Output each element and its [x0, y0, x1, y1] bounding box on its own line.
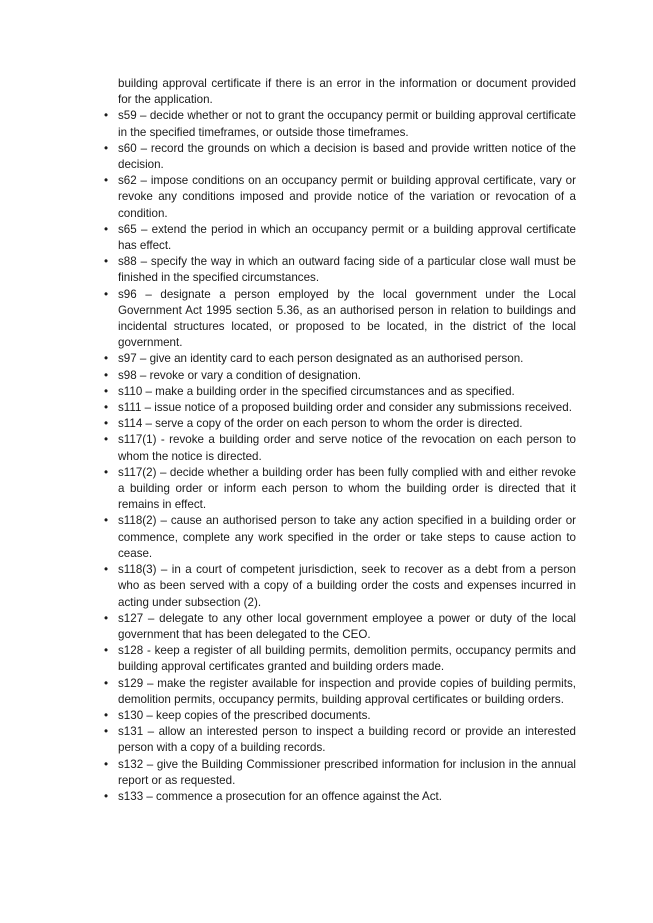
- list-item: [104, 351, 576, 367]
- bullet-icon: •: [104, 465, 109, 479]
- list-item-text: s96 – designate a person employed by the local government under the Local Government Act 1995 section 5.36, as an authorised person in relation to buildings and incidental structures located, or proposed to be located, in the district of the local government.: [118, 287, 576, 350]
- list-item: [104, 643, 576, 675]
- list-item: [104, 676, 576, 708]
- list-item: [104, 416, 576, 432]
- bullet-icon: •: [104, 725, 109, 739]
- list-item-text: s132 – give the Building Commissioner prescribed information for inclusion in the annual report or as requested.: [118, 757, 576, 787]
- bullet-icon: •: [104, 384, 109, 398]
- bullet-icon: •: [104, 287, 109, 301]
- bullet-icon: •: [104, 644, 109, 658]
- bullet-icon: •: [104, 676, 109, 690]
- bullet-icon: •: [104, 174, 109, 188]
- bullet-icon: •: [104, 141, 109, 155]
- list-item: [104, 222, 576, 254]
- list-item: [104, 141, 576, 173]
- list-item: [104, 108, 576, 140]
- list-item-text: s129 – make the register available for inspection and provide copies of building permits, demolition permits, occupancy permits, building approval certificates or building orders.: [118, 676, 576, 706]
- list-item: [104, 757, 576, 789]
- list-item-text: s110 – make a building order in the specified circumstances and as specified.: [118, 384, 515, 398]
- list-item: [104, 708, 576, 724]
- list-item-text: s118(3) – in a court of competent jurisdiction, seek to recover as a debt from a person who as been served with a copy of a building order the costs and expenses incurred in acting under subsection (2).: [118, 563, 576, 609]
- list-item-text: s60 – record the grounds on which a decision is based and provide written notice of the decision.: [118, 141, 576, 172]
- bullet-icon: •: [104, 401, 109, 415]
- bullet-icon: •: [104, 708, 109, 722]
- bullet-icon: •: [104, 789, 109, 803]
- bullet-icon: •: [104, 368, 109, 382]
- list-item: [104, 400, 576, 416]
- delegation-list: [104, 108, 576, 805]
- list-item-text: s111 – issue notice of a proposed building order and consider any submissions received.: [118, 401, 572, 415]
- list-item-text: s88 – specify the way in which an outward facing side of a particular close wall must be finished in the specified circumstances.: [118, 255, 576, 285]
- list-item-text: s117(1) - revoke a building order and serve notice of the revocation on each person to whom the notice is directed.: [118, 433, 576, 463]
- list-item-text: s114 – serve a copy of the order on each person to whom the order is directed.: [118, 417, 523, 431]
- list-item-text: s98 – revoke or vary a condition of designation.: [118, 368, 361, 382]
- list-item: [104, 287, 576, 352]
- list-item: [104, 562, 576, 611]
- bullet-icon: •: [104, 757, 109, 771]
- bullet-icon: •: [104, 563, 109, 577]
- bullet-icon: •: [104, 352, 109, 366]
- list-item: [104, 789, 576, 805]
- list-item: [104, 432, 576, 464]
- list-item-text: s117(2) – decide whether a building order has been fully complied with and either revoke a building order or inform each person to whom the building order is directed that it remains in effect.: [118, 465, 576, 512]
- bullet-icon: •: [104, 255, 109, 269]
- list-item: [104, 173, 576, 222]
- bullet-icon: •: [104, 433, 109, 447]
- list-item-text: s128 - keep a register of all building permits, demolition permits, occupancy permits and building approval certificates granted and building orders made.: [118, 644, 576, 674]
- list-item: [104, 465, 576, 514]
- bullet-icon: •: [104, 417, 109, 431]
- bullet-icon: •: [104, 611, 109, 625]
- list-item: [104, 254, 576, 286]
- bullet-icon: •: [104, 222, 109, 236]
- bullet-icon: •: [104, 514, 109, 528]
- list-item: [104, 611, 576, 643]
- list-item-text: s59 – decide whether or not to grant the occupancy permit or building approval certificate in the specified timeframes, or outside those timeframes.: [118, 109, 576, 139]
- list-item: [104, 368, 576, 384]
- list-item-text: s97 – give an identity card to each person designated as an authorised person.: [118, 352, 524, 366]
- list-item: [104, 384, 576, 400]
- document-content: [104, 76, 576, 805]
- list-item: [104, 513, 576, 562]
- list-item: [104, 724, 576, 756]
- bullet-icon: •: [104, 109, 109, 123]
- list-item-text: s127 – delegate to any other local government employee a power or duty of the local government that has been delegated to the CEO.: [118, 611, 576, 641]
- list-item-text: s118(2) – cause an authorised person to take any action specified in a building order or commence, complete any work specified in the order or take steps to cause action to cease.: [118, 514, 576, 560]
- lead-paragraph: building approval certificate if there is an error in the information or document provided for the application.: [118, 77, 576, 107]
- list-item-text: s133 – commence a prosecution for an offence against the Act.: [118, 789, 442, 803]
- list-item-text: s62 – impose conditions on an occupancy permit or building approval certificate, vary or revoke any conditions imposed and provide notice of the variation or revocation of a condition.: [118, 174, 576, 220]
- list-item-text: s65 – extend the period in which an occupancy permit or a building approval certificate has effect.: [118, 222, 576, 253]
- list-item-text: s130 – keep copies of the prescribed documents.: [118, 708, 371, 722]
- list-item-text: s131 – allow an interested person to inspect a building record or provide an interested person with a copy of a building records.: [118, 725, 576, 755]
